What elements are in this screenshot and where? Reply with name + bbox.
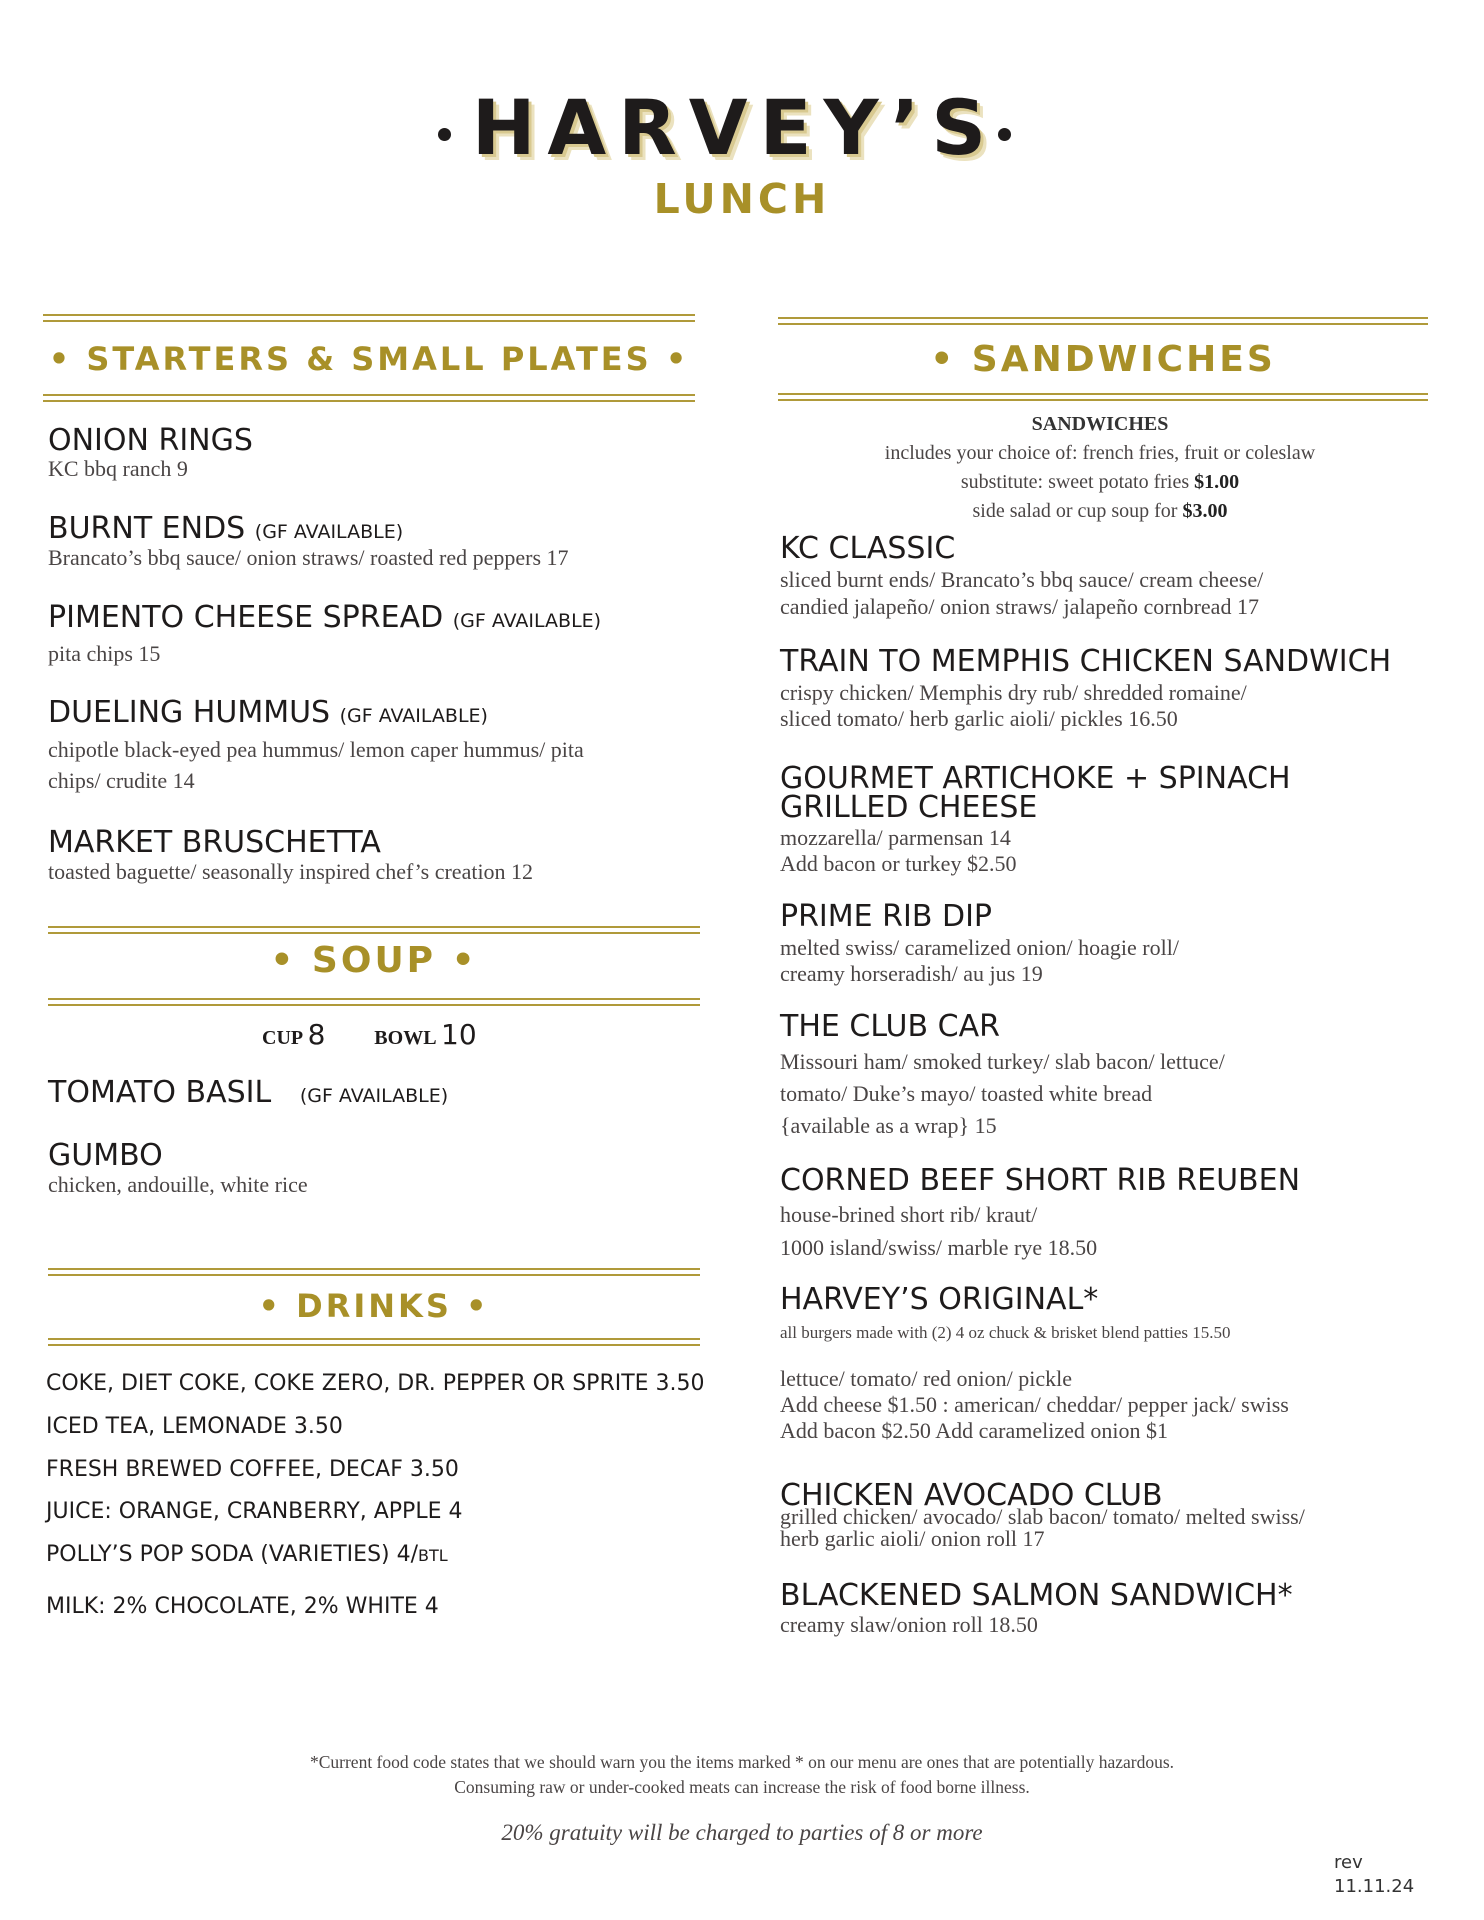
item-description: all burgers made with (2) 4 oz chuck & brisket blend patties 15.50 [780, 1323, 1231, 1342]
intro-heading: SANDWICHES [1031, 413, 1169, 435]
item-description: 1000 island/swiss/ marble rye 18.50 [780, 1235, 1098, 1260]
item-description: sliced burnt ends/ Brancato’s bbq sauce/ cream cheese/ [780, 567, 1264, 592]
divider [778, 323, 1428, 325]
section-title: • STARTERS & SMALL PLATES • [48, 340, 690, 378]
item-description: candied jalapeño/ onion straws/ jalapeño cornbread 17 [780, 594, 1259, 619]
gf-note: (GF AVAILABLE) [339, 705, 488, 727]
item-description: Missouri ham/ smoked turkey/ slab bacon/ lettuce/ [780, 1049, 1225, 1074]
item-name: BURNT ENDS (GF AVAILABLE) [48, 511, 404, 546]
divider [43, 400, 695, 402]
item-name: BLACKENED SALMON SANDWICH* [780, 1578, 1293, 1613]
drink-item: JUICE: ORANGE, CRANBERRY, APPLE 4 [46, 1499, 463, 1524]
item-description: KC bbq ranch 9 [48, 456, 188, 481]
item-description: sliced tomato/ herb garlic aioli/ pickles 16.50 [780, 706, 1178, 731]
item-name: GOURMET ARTICHOKE + SPINACH [780, 761, 1291, 796]
intro-line: side salad or cup soup for $3.00 [972, 500, 1228, 522]
item-name: GUMBO [48, 1138, 163, 1173]
item-name: DUELING HUMMUS (GF AVAILABLE) [48, 695, 488, 730]
menu-subtitle: LUNCH [653, 175, 831, 223]
item-description: chips/ crudite 14 [48, 768, 195, 793]
item-description: chipotle black-eyed pea hummus/ lemon caper hummus/ pita [48, 737, 584, 762]
item-name: KC CLASSIC [780, 531, 956, 566]
restaurant-name: HARVEY’S [471, 83, 999, 172]
gratuity-note: 20% gratuity will be charged to parties of 8 or more [501, 1820, 983, 1845]
revision-label: rev [1334, 1852, 1363, 1873]
item-description: Add cheese $1.50 : american/ cheddar/ pepper jack/ swiss [780, 1392, 1289, 1417]
divider [48, 1344, 700, 1346]
item-name: THE CLUB CAR [780, 1009, 1000, 1044]
item-description: Add bacon $2.50 Add caramelized onion $1 [780, 1418, 1168, 1443]
item-description: house-brined short rib/ kraut/ [780, 1202, 1038, 1227]
food-code-warning: Consuming raw or under-cooked meats can increase the risk of food borne illness. [454, 1777, 1030, 1797]
item-description: toasted baguette/ seasonally inspired chef’s creation 12 [48, 859, 534, 884]
item-description: creamy slaw/onion roll 18.50 [780, 1612, 1038, 1637]
item-name: TRAIN TO MEMPHIS CHICKEN SANDWICH [780, 644, 1392, 679]
divider [778, 317, 1428, 319]
logo [0, 78, 1484, 178]
item-description: crispy chicken/ Memphis dry rub/ shredded romaine/ [780, 680, 1247, 705]
drink-item: COKE, DIET COKE, COKE ZERO, DR. PEPPER OR SPRITE 3.50 [46, 1371, 705, 1396]
divider [778, 393, 1428, 395]
item-description: melted swiss/ caramelized onion/ hoagie roll/ [780, 935, 1179, 960]
sandwich-intro [780, 410, 1420, 526]
divider [778, 399, 1428, 401]
item-description: {available as a wrap} 15 [780, 1113, 997, 1138]
cup-label: CUP [262, 1027, 304, 1049]
intro-line: includes your choice of: french fries, fruit or coleslaw [884, 442, 1316, 464]
item-description: grilled chicken/ avocado/ slab bacon/ tomato/ melted swiss/ [780, 1504, 1305, 1529]
cup-price: 8 [307, 1018, 326, 1051]
item-name: CORNED BEEF SHORT RIB REUBEN [780, 1163, 1301, 1198]
item-description: herb garlic aioli/ onion roll 17 [780, 1526, 1045, 1551]
item-description: creamy horseradish/ au jus 19 [780, 961, 1043, 986]
divider [43, 314, 695, 316]
drink-item: POLLY’S POP SODA (VARIETIES) 4/BTL [46, 1542, 448, 1567]
item-description: tomato/ Duke’s mayo/ toasted white bread [780, 1081, 1153, 1106]
item-name: HARVEY’S ORIGINAL* [780, 1282, 1099, 1317]
item-description: Brancato’s bbq sauce/ onion straws/ roasted red peppers 17 [48, 545, 569, 570]
section-title: • SOUP • [270, 940, 478, 981]
divider [48, 1004, 700, 1006]
drink-item: MILK: 2% CHOCOLATE, 2% WHITE 4 [46, 1594, 439, 1619]
bowl-price: 10 [441, 1018, 477, 1051]
revision-date: 11.11.24 [1334, 1876, 1415, 1897]
item-name: CHICKEN AVOCADO CLUB [780, 1478, 1163, 1513]
item-description: Add bacon or turkey $2.50 [780, 851, 1017, 876]
item-name: MARKET BRUSCHETTA [48, 825, 381, 860]
item-description: mozzarella/ parmensan 14 [780, 825, 1011, 850]
divider [48, 1268, 700, 1270]
item-description: chicken, andouille, white rice [48, 1172, 308, 1197]
gf-note: (GF AVAILABLE) [452, 610, 602, 632]
food-code-warning: *Current food code states that we should warn you the items marked * on our menu are ones that are potentially hazardous. [309, 1752, 1175, 1772]
item-name: PIMENTO CHEESE SPREAD (GF AVAILABLE) [48, 600, 602, 635]
divider [48, 1338, 700, 1340]
divider [43, 320, 695, 322]
per-bottle: BTL [418, 1546, 448, 1565]
intro-line: substitute: sweet potato fries $1.00 [960, 471, 1240, 493]
divider [48, 932, 700, 934]
bowl-label: BOWL [374, 1027, 437, 1049]
section-title: • DRINKS • [258, 1287, 490, 1325]
item-description: lettuce/ tomato/ red onion/ pickle [780, 1366, 1073, 1391]
divider [43, 394, 695, 396]
soup-prices [262, 1018, 477, 1051]
drink-item: ICED TEA, LEMONADE 3.50 [46, 1414, 343, 1439]
item-name: GRILLED CHEESE [780, 790, 1038, 825]
item-description: pita chips 15 [48, 641, 161, 666]
divider [48, 1274, 700, 1276]
item-name: TOMATO BASIL (GF AVAILABLE) [48, 1075, 449, 1110]
logo-dot-right [998, 128, 1011, 141]
gf-note: (GF AVAILABLE) [299, 1085, 449, 1107]
item-name: PRIME RIB DIP [780, 899, 993, 934]
divider [48, 926, 700, 928]
item-name: ONION RINGS [48, 423, 253, 458]
section-title: • SANDWICHES [930, 339, 1276, 380]
drink-item: FRESH BREWED COFFEE, DECAF 3.50 [46, 1457, 459, 1482]
gf-note: (GF AVAILABLE) [254, 521, 404, 543]
divider [48, 998, 700, 1000]
